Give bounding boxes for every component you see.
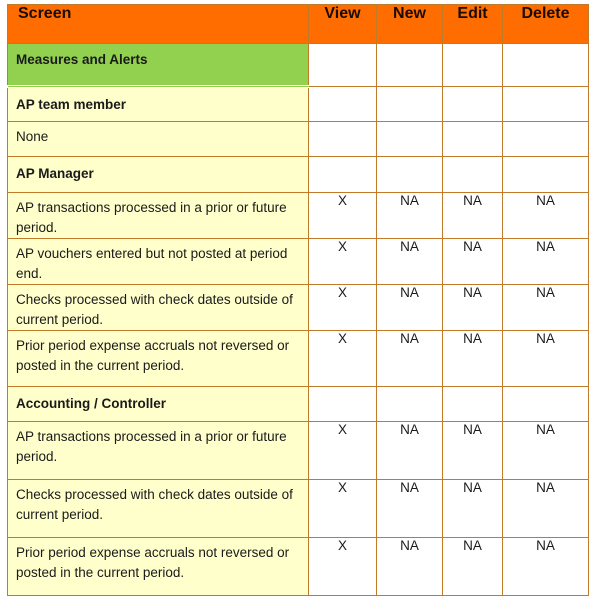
edit-cell: NA xyxy=(443,285,503,331)
table-row xyxy=(8,193,589,239)
table-row xyxy=(8,122,589,157)
screen-cell: Checks processed with check dates outside of current period. xyxy=(8,285,309,331)
screen-cell: Prior period expense accruals not reversed or posted in the current period. xyxy=(8,331,309,387)
new-cell: NA xyxy=(377,193,443,239)
view-cell: X xyxy=(309,538,377,596)
view-cell xyxy=(309,44,377,87)
permissions-table xyxy=(7,4,589,596)
edit-cell xyxy=(443,157,503,193)
new-cell: NA xyxy=(377,239,443,285)
table-body xyxy=(8,44,589,596)
new-cell: NA xyxy=(377,331,443,387)
view-cell xyxy=(309,157,377,193)
view-cell: X xyxy=(309,422,377,480)
view-cell xyxy=(309,87,377,122)
edit-cell xyxy=(443,122,503,157)
new-cell: NA xyxy=(377,480,443,538)
screen-cell: None xyxy=(8,122,309,157)
screen-cell: AP vouchers entered but not posted at period end. xyxy=(8,239,309,285)
new-cell xyxy=(377,157,443,193)
view-cell xyxy=(309,122,377,157)
view-cell: X xyxy=(309,331,377,387)
delete-cell xyxy=(503,122,589,157)
edit-cell xyxy=(443,44,503,87)
edit-cell: NA xyxy=(443,331,503,387)
view-cell: X xyxy=(309,239,377,285)
section-row xyxy=(8,157,589,193)
new-cell: NA xyxy=(377,538,443,596)
table-row xyxy=(8,331,589,387)
edit-cell: NA xyxy=(443,239,503,285)
edit-cell xyxy=(443,87,503,122)
new-cell xyxy=(377,122,443,157)
group-row xyxy=(8,44,589,87)
edit-cell: NA xyxy=(443,193,503,239)
edit-cell: NA xyxy=(443,480,503,538)
view-cell: X xyxy=(309,480,377,538)
edit-cell: NA xyxy=(443,538,503,596)
new-cell: NA xyxy=(377,285,443,331)
table-row xyxy=(8,422,589,480)
screen-cell: Prior period expense accruals not reversed or posted in the current period. xyxy=(8,538,309,596)
delete-cell: NA xyxy=(503,331,589,387)
delete-cell: NA xyxy=(503,193,589,239)
new-cell xyxy=(377,44,443,87)
view-cell: X xyxy=(309,285,377,331)
table-row xyxy=(8,480,589,538)
delete-cell: NA xyxy=(503,239,589,285)
delete-cell: NA xyxy=(503,422,589,480)
table-row xyxy=(8,538,589,596)
delete-cell: NA xyxy=(503,480,589,538)
screen-cell: Checks processed with check dates outside of current period. xyxy=(8,480,309,538)
view-cell xyxy=(309,387,377,422)
role-title: AP team member xyxy=(8,87,309,122)
new-cell: NA xyxy=(377,422,443,480)
edit-cell xyxy=(443,387,503,422)
column-header-edit: Edit xyxy=(443,5,503,44)
edit-cell: NA xyxy=(443,422,503,480)
role-title: AP Manager xyxy=(8,157,309,193)
group-title: Measures and Alerts xyxy=(8,44,309,87)
delete-cell: NA xyxy=(503,538,589,596)
view-cell: X xyxy=(309,193,377,239)
header-row xyxy=(8,5,589,44)
column-header-delete: Delete xyxy=(503,5,589,44)
section-row xyxy=(8,387,589,422)
delete-cell xyxy=(503,387,589,422)
screen-cell: AP transactions processed in a prior or future period. xyxy=(8,193,309,239)
new-cell xyxy=(377,387,443,422)
delete-cell xyxy=(503,44,589,87)
table-row xyxy=(8,285,589,331)
delete-cell xyxy=(503,157,589,193)
table-row xyxy=(8,239,589,285)
new-cell xyxy=(377,87,443,122)
section-row xyxy=(8,87,589,122)
role-title: Accounting / Controller xyxy=(8,387,309,422)
delete-cell: NA xyxy=(503,285,589,331)
screen-cell: AP transactions processed in a prior or future period. xyxy=(8,422,309,480)
column-header-view: View xyxy=(309,5,377,44)
column-header-new: New xyxy=(377,5,443,44)
delete-cell xyxy=(503,87,589,122)
column-header-screen: Screen xyxy=(8,5,309,44)
